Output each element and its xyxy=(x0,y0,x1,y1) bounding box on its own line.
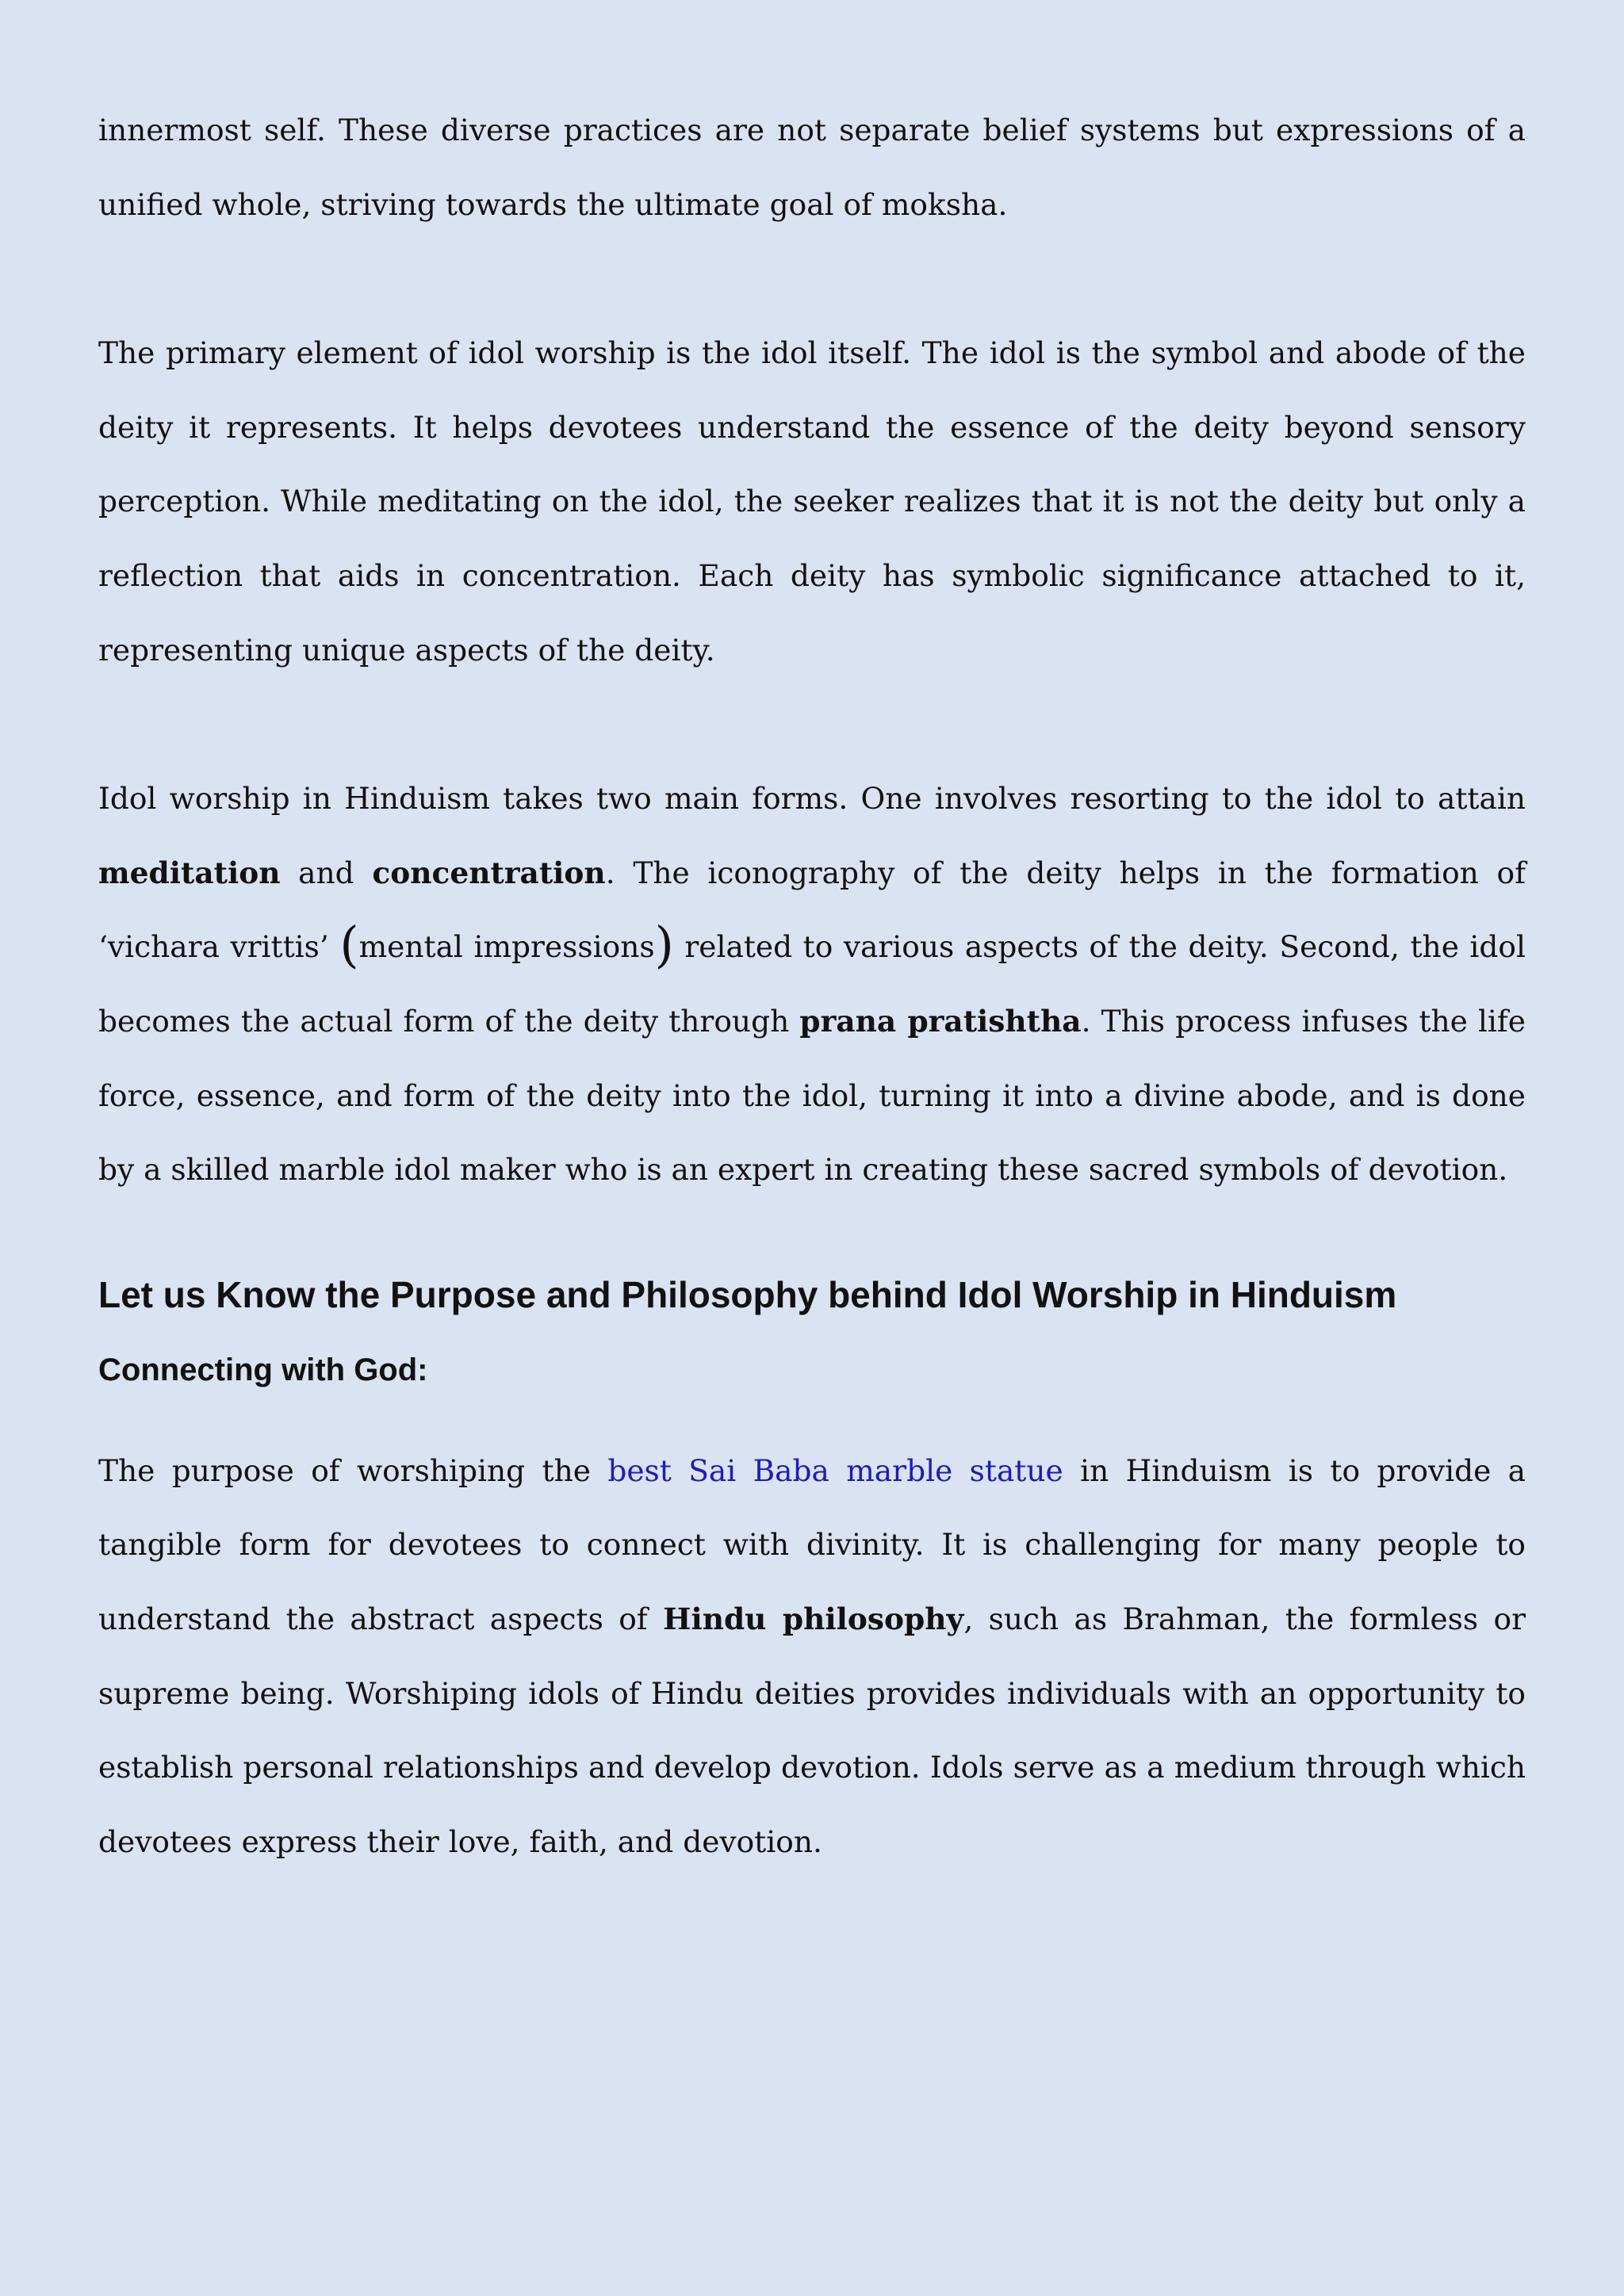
text-run: Idol worship in Hinduism takes two main forms. One involves resorting to the idol to attain xyxy=(98,781,1526,817)
open-parenthesis: ( xyxy=(339,916,359,974)
text-run: . This process infuses the life force, essence, and form of the deity into the idol, turning it into a divine abode, and is done by a skilled marble idol maker who is an expert in creating these sacred symbols of devotion. xyxy=(98,1003,1526,1188)
text-run: The purpose of worshiping the xyxy=(98,1452,608,1488)
paragraph-spacer xyxy=(98,242,1526,316)
section-spacer xyxy=(98,1398,1526,1434)
section-heading: Let us Know the Purpose and Philosophy behind Idol Worship in Hinduism xyxy=(98,1273,1397,1315)
paragraph-idol-element: The primary element of idol worship is the idol itself. The idol is the symbol and abode of the deity it represents. It helps devotees understand the essence of the deity beyond sensory perception. While meditating on the idol, the seeker realizes that it is not the deity but only a reflection that aids in concentration. Each deity has symbolic significance attached to it, representing unique aspects of the deity. xyxy=(98,335,1526,668)
bold-term-prana-pratishtha: prana pratishtha xyxy=(799,1003,1082,1039)
text-run: in Hinduism is to provide a tangible form for devotees to connect with divinity. It is challenging for many people to understand the abstract aspects of xyxy=(98,1452,1526,1636)
text-run: . The iconography of the deity helps in the formation of ‘vichara vrittis’ xyxy=(98,855,1526,965)
section-spacer xyxy=(98,1207,1526,1263)
section-spacer xyxy=(98,1326,1526,1342)
bold-term-concentration: concentration xyxy=(372,855,606,890)
text-run: , such as Brahman, the formless or supreme being. Worshiping idols of Hindu deities provides individuals with an opportunity to establish personal relationships and develop devotion. Idols serve as a medium through which devotees express their love, faith, and devotion. xyxy=(98,1601,1526,1859)
paragraph-connecting-with-god xyxy=(98,1434,1526,1880)
paragraph-moksha: innermost self. These diverse practices are not separate belief systems but expressions of a unified whole, striving towards the ultimate goal of moksha. xyxy=(98,113,1526,222)
close-parenthesis: ) xyxy=(654,916,674,974)
text-run: mental impressions xyxy=(358,929,655,965)
bold-term-meditation: meditation xyxy=(98,855,281,890)
bold-term-hindu-philosophy: Hindu philosophy xyxy=(663,1601,964,1636)
subsection-heading: Connecting with God: xyxy=(98,1352,428,1387)
text-run: related to various aspects of the deity. Second, the idol becomes the actual form of the deity through xyxy=(98,929,1526,1039)
document-page xyxy=(98,94,1526,1879)
paragraph-spacer xyxy=(98,687,1526,762)
sai-baba-statue-link[interactable]: best Sai Baba marble statue xyxy=(607,1452,1063,1488)
text-run: and xyxy=(280,855,373,890)
paragraph-idol-forms xyxy=(98,762,1526,1207)
